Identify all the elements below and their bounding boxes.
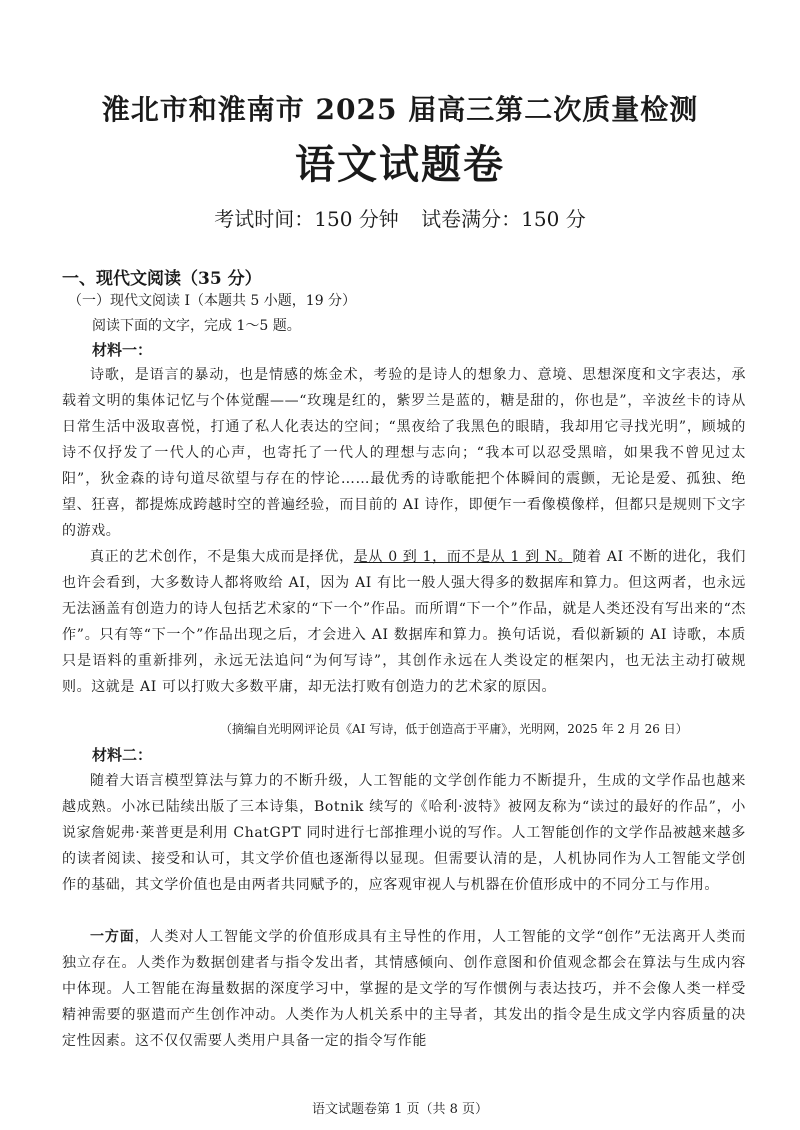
section-heading: 一、现代文阅读（35 分） [62, 269, 262, 289]
p2-rest: 随着 AI 不断的进化，我们也许会看到，大多数诗人都将败给 AI，因为 AI 有比一般人强大得多的数据库和算力。但这两者，也永远无法涵盖有创造力的诗人包括艺术家的“下一个”作品。而所谓“下一个”作品，就是人类还没有写出来的“杰作”。只有等“下一个”作品出现之后，才会进入 AI 数据库和算力。换句话说，看似新颖的 AI 诗歌，本质只是语料的重新排列，永远无法追问“为何写诗”，其创作永远在人类设定的框架内，也无法主动打破规则。这就是 AI 可以打败大多数平庸，却无法打败有创造力的艺术家的原因。 [62, 549, 746, 695]
exam-info [0, 203, 800, 232]
p2-lead: 真正的艺术创作，不是集大成而是择优， [90, 549, 354, 565]
score-info: 试卷满分：150 分 [421, 207, 586, 231]
instruction: 阅读下面的文字，完成 1～5 题。 [92, 318, 301, 334]
material2-paragraph-1: 随着大语言模型算法与算力的不断升级，人工智能的文学创作能力不断提升，生成的文学作品也越来越成熟。小冰已陆续出版了三本诗集，Botnik 续写的《哈利·波特》被网友称为“读过的最好的作品”，小说家詹妮弗·莱普更是利用 ChatGPT 同时进行七部推理小说的写作。人工智能创作的文学作品被越来越多的读者阅读、接受和认可，其文学价值也逐渐得以显现。但需要认清的是，人机协同作为人工智能文学创作的基础，其文学价值也是由两者共同赋予的，应客观审视人与机器在价值形成中的不同分工与作用。 [62, 773, 746, 893]
material1-paragraph-2 [62, 544, 746, 700]
section-subheading: （一）现代文阅读 I（本题共 5 小题，19 分） [68, 293, 357, 309]
underlined-phrase: 是从 0 到 1，而不是从 1 到 N。 [353, 549, 573, 565]
material2-label: 材料二： [92, 746, 153, 764]
p2-bold-lead: 一方面 [90, 929, 135, 945]
material1-label: 材料一： [92, 341, 153, 359]
paper-title: 语文试题卷 [295, 141, 505, 188]
material1-paragraph-1: 诗歌，是语言的暴动，也是情感的炼金术，考验的是诗人的想象力、意境、思想深度和文字表达，承载着文明的集体记忆与个体觉醒——“玫瑰是红的，紫罗兰是蓝的，糖是甜的，你也是”，辛波丝卡的诗从日常生活中汲取喜悦，打通了私人化表达的空间；“黑夜给了我黑色的眼睛，我却用它寻找光明”，顾城的诗不仅抒发了一代人的心声，也寄托了一代人的理想与志向；“我本可以忍受黑暗，如果我不曾见过太阳”，狄金森的诗句道尽欲望与存在的悖论……最优秀的诗歌能把个体瞬间的震颤，无论是爱、孤独、绝望、狂喜，都提炼成跨越时空的普遍经验，而目前的 AI 诗作，即便乍一看像模像样，但都只是规则下文字的游戏。 [62, 367, 746, 539]
exam-title: 淮北市和淮南市 2025 届高三第二次质量检测 [101, 93, 699, 126]
material1-source: （摘编自光明网评论员《AI 写诗，低于创造高于平庸》，光明网，2025 年 2 月 26 日） [220, 722, 688, 736]
p2-body: ，人类对人工智能文学的价值形成具有主导性的作用，人工智能的文学“创作”无法离开人类而独立存在。人类作为数据创建者与指令发出者，其情感倾向、创作意图和价值观念都会在算法与生成内容中体现。人工智能在海量数据的深度学习中，掌握的是文学的写作惯例与表达技巧，并不会像人类一样受精神需要的驱遣而产生创作冲动。人类作为人机关系中的主导者，其发出的指令是生成文学内容质量的决定性因素。这不仅仅需要人类用户具备一定的指令写作能 [62, 929, 746, 1049]
page-footer: 语文试题卷第 1 页（共 8 页） [311, 1102, 489, 1117]
time-info: 考试时间：150 分钟 [214, 207, 399, 231]
material2-paragraph-2 [62, 924, 746, 1054]
